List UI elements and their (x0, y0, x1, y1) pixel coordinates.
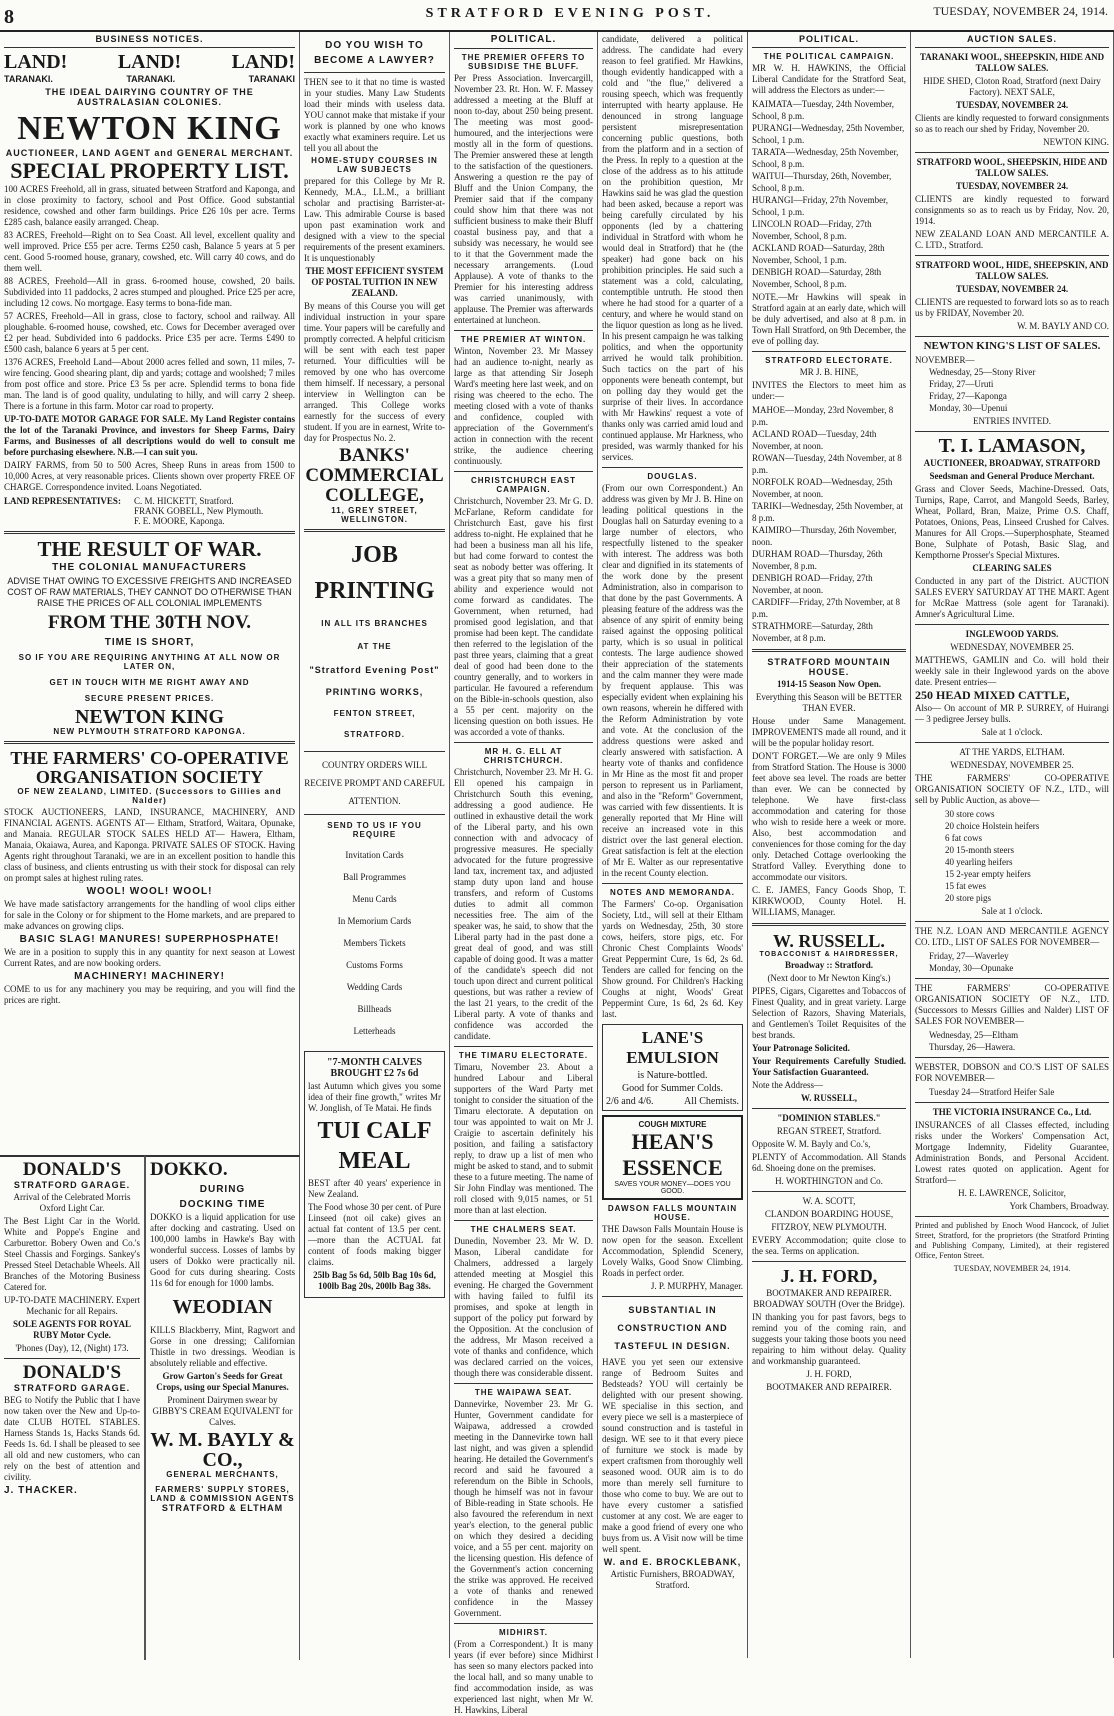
imprint: Printed and published by Enoch Wood Hancock, of Juliet Street, Stratford, for the proprietors (the Stratford Printing and Publishing Company, Limited), at their registered Office, Fenton Street. (915, 1221, 1109, 1260)
print-item: Members Tickets (343, 938, 406, 948)
sale-date: TUESDAY, NOVEMBER 24. (955, 100, 1069, 110)
article-heading: NOTES AND MEMORANDA. (609, 888, 736, 897)
war-date: FROM THE 30TH NOV. (47, 612, 252, 633)
inglewood-body: MATTHEWS, GAMLIN and Co. will hold their weekly sale in their Inglewood yards on the above date. Present entries— (915, 655, 1109, 687)
reps-label: LAND REPRESENTATIVES: (4, 496, 121, 506)
ford-tail: BOOTMAKER AND REPAIRER. (766, 1382, 892, 1392)
farmers-coop-title: THE FARMERS' CO-OPERATIVE ORGANISATION SOCIETY OF N.Z., LTD. (Successors to Messrs Gillies and Nalder) LIST OF SALES FOR NOVEMBER— (915, 983, 1109, 1026)
article-body: (From our own Correspondent.) An address was given by Mr J. B. Hine on leading political questions in the Douglas hall on Saturday evening to a large number of electors, who respectfully listened to the speaker with interest. The address was both clear and dignified in its statements of the work done by the present Administration, also in comparison to that done by the past Governments. A pleasing feature of the address was the absence of any spirit of enmity being raised against the opposing political party, which is so usual in political contests. The large audience showed their appreciation of the statements and the calm manner they were made by frequent applause. This was especially evident when explaining his own reasons, wherein he differed with the Reform Administration by vote and vote. At the conclusion of the address questions were asked and clearly answered with satisfaction. A hearty vote of thanks and confidence in Mr Hine as the most fit and proper person to represent us in Parliament, and also in the "Reform" Government, was carried with few dissentients. It is generally reported that Mr Hine will receive an increased vote in this district over the last general election. Great satisfaction is felt at the election of Mr E. Walter as our representative in the recent County election. (602, 483, 743, 878)
taranaki-word: TARANAKI. (126, 74, 176, 84)
meeting-item: ROWAN—Tuesday, 24th November, at 8 p.m. (752, 453, 902, 475)
mountain-season: 1914-15 Season Now Open. (776, 679, 881, 689)
donalds-signature: J. THACKER. (4, 1485, 78, 1496)
job-at-the: AT THE (357, 642, 392, 651)
article-body: (From a Correspondent.) It is many years (if ever before) since Midhirst has seen so many electors packed into the local hall, and so many unable to find accommodation inside, as was experienced last night, when Mr W. H. Hawkins, Liberal (454, 1639, 593, 1715)
sale-list-item: Tuesday 24—Stratford Heifer Sale (929, 1087, 1055, 1097)
section-header: AUCTION SALES. (915, 32, 1109, 48)
meeting-item: PURANGI—Wednesday, 25th November, School, 1 p.m. (752, 123, 905, 145)
war-line: SECURE PRESENT PRICES. (84, 694, 215, 703)
lanes-sub: is Nature-bottled. (637, 1070, 708, 1081)
seeds-line-2: Prominent Dairymen swear by GIBBY'S CREAM EQUIVALENT for Calves. (152, 1395, 293, 1427)
donalds-notice: BEG to Notify the Public that I have now taken over the New and Up-to-date CLUB HOTEL STABLES. Harness Stands 1s, Hacks Stands 6d. Feeds 1s. 6d. I shall be pleased to see all old and new customers, who can rely on the best of attention and civility. (4, 1395, 140, 1482)
tui-best: BEST after 40 years' experience in New Zealand. (308, 1178, 441, 1199)
donalds-garage: STRATFORD GARAGE. (13, 1180, 131, 1190)
sale-list-item: Wednesday, 25—Eltham (929, 1030, 1019, 1040)
weodian-body: KILLS Blackberry, Mint, Ragwort and Gorse in one dressing; Californian Thistle in two dressings. Weodian is absolutely reliable and effective. (150, 1325, 295, 1368)
dominion-body: PLENTY of Accommodation. All Stands 6d. Shoeing done on the premises. (752, 1152, 906, 1173)
bayly-place: STRATFORD & ELTHAM (161, 1503, 284, 1513)
bayly-supply: FARMERS' SUPPLY STORES, LAND & COMMISSION AGENTS (150, 1485, 295, 1503)
donalds-body: The Best Light Car in the World. White and Poppe's Engine and Carburettor. Bobery Owen and Co.'s Steel Chassis and Forgings. Sankey's Pressed Steel Detachable Wheels. All Branches of the Motoring Business Catered for. (4, 1216, 140, 1292)
tui-prices: 25lb Bag 5s 6d, 50lb Bag 10s 6d, 100lb Bag 20s, 200lb Bag 38s. (313, 1270, 436, 1291)
tagline: THE IDEAL DAIRYING COUNTRY OF THE AUSTRALASIAN COLONIES. (45, 87, 254, 107)
efficient-title: THE MOST EFFICIENT SYSTEM OF POSTAL TUITION IN NEW ZEALAND. (305, 266, 444, 298)
russell-address: Broadway :: Stratford. (784, 960, 874, 970)
manures-body: We are in a position to supply this in any quantity for next season at Lowest Current Rates, and are now booking orders. (4, 947, 295, 968)
hine-name: MR J. B. HINE, (799, 367, 859, 377)
tui-calf-meal-ad (304, 1051, 445, 1298)
lamason-seedsman: Seedsman and General Produce Merchant. (929, 471, 1095, 481)
farmers-coop-list (915, 1029, 1109, 1053)
meeting-item: LINCOLN ROAD—Friday, 27th November, School, 8 p.m. (752, 219, 872, 241)
donalds-title: DONALD'S (22, 1159, 122, 1180)
war-title: THE RESULT OF WAR. (37, 537, 262, 561)
article-heading: THE PREMIER OFFERS TO SUBSIDISE THE BLUFF. (461, 53, 586, 71)
dominion-opposite: Opposite W. M. Bayly and Co.'s, (752, 1139, 871, 1149)
article-body: Dunedin, November 23. Mr W. D. Mason, Liberal candidate for Chalmers, addressed a largely attended meeting at Mosgiel this evening. He charged the Government with having failed to fulfil its promises, and spoke at length in support of the policy put forward by the Opposition. At the conclusion of the address, Mr Mason received a vote of thanks and confidence, which was declared carried on the voices, though there was considerable dissent. (454, 1236, 593, 1378)
print-item: In Memorium Cards (337, 916, 412, 926)
russell-note: Note the Address— (752, 1080, 823, 1090)
hine-meetings (752, 404, 906, 644)
dawson-body: THE Dawson Falls Mountain House is now open for the season. Excellent Accommodation, Splendid Scenery, Lovely Walks, Good Snow Climbing. Roads in perfect order. (602, 1224, 743, 1278)
sale-list-item: Friday, 27—Kaponga (929, 391, 1007, 401)
lawyer-body: THEN see to it that no time is wasted in your studies. Many Law Students load their minds with useless data. YOU cannot make that mistake if your work is planned by one who knows exactly what examiners require. Let us tell you all about the (304, 77, 445, 153)
print-item: Invitation Cards (345, 850, 404, 860)
brocklebank-name: W. and E. BROCKLEBANK, (603, 1557, 742, 1567)
sale-signature: NEW ZEALAND LOAN AND MERCANTILE A. C. LTD., Stratford. (915, 229, 1109, 250)
column-political-news (450, 32, 598, 1715)
brocklebank-body: HAVE you yet seen our extensive range of Bedroom Suites and Bedsteads? YOU will certainly be delighted with our present showing. WE specialise in this section, and every piece we sell is a masterpiece of sound construction and is tasteful in design. WE see to it that every piece of furniture we stock is made by expert craftsmen from thoroughly well seasoned wood. OUR aim is to do more than merely sell furniture to those who come to buy. We are out to have every customer a satisfied customer at any cost. We are eager to make a good friend of every one who buys from us. A Visit now will be time well spent. (602, 1357, 743, 1554)
banks-address: 11, GREY STREET, WELLINGTON. (331, 506, 418, 524)
weodian-title: WEODIAN (172, 1296, 273, 1318)
mountain-signature: C. E. JAMES, Fancy Goods Shop, T. KIRKWOOD, County Hotel. H. WILLIAMS, Manager. (752, 885, 906, 917)
lanes-emulsion-ad (602, 1024, 743, 1111)
farmers-subtitle: OF NEW ZEALAND, LIMITED. (Successors to Gillies and Nalder) (17, 787, 282, 805)
sale-list-item: Monday, 30—Upenui (929, 403, 1008, 413)
courses-body: prepared for this College by Mr R. Kennedy, M.A., LL.M., a brilliant scholar and practising Barrister-at-Law. This admirable Course is based upon past examination work and designed with a view to the special requirements of the present examiners. It is unquestionably (304, 176, 445, 263)
property-list-title: SPECIAL PROPERTY LIST. (10, 158, 289, 183)
war-line: GET IN TOUCH WITH ME RIGHT AWAY AND (49, 678, 250, 687)
meeting-item: DENBIGH ROAD—Saturday, 28th November, School, 8 p.m. (752, 267, 882, 289)
donalds-agents: SOLE AGENTS FOR ROYAL RUBY Motor Cycle. (13, 1319, 131, 1340)
meeting-item: CARDIFF—Friday, 27th November, at 8 p.m. (752, 597, 901, 619)
sale-title: TARANAKI WOOL, SHEEPSKIN, HIDE AND TALLOW SALES. (919, 52, 1105, 73)
land-word: LAND! (4, 51, 68, 73)
print-item: Customs Forms (346, 960, 403, 970)
meeting-item: ACKLAND ROAD—Saturday, 28th November, School, 1 p.m. (752, 243, 885, 265)
lanes-chemists: All Chemists. (683, 1096, 739, 1107)
sale-signature: NEWTON KING. (1043, 137, 1109, 147)
russell-title: W. RUSSELL. (773, 931, 885, 951)
russell-next-door: (Next door to Mr Newton King's.) (767, 973, 891, 983)
hawkins-meetings (752, 98, 906, 290)
article-heading: THE PREMIER AT WINTON. (460, 335, 587, 344)
meeting-item: STRATHMORE—Saturday, 28th November, at 8 p.m. (752, 621, 873, 643)
eltham-body: THE FARMERS' CO-OPERATIVE ORGANISATION SOCIETY OF N.Z., LTD., will sell by Public Auction, as above— (915, 773, 1109, 805)
lanes-sub-2: Good for Summer Colds. (621, 1083, 724, 1094)
russell-patronage: Your Patronage Solicited. (752, 1043, 850, 1053)
wool-body: We have made satisfactory arrangements for the handling of wool clips either for sale in the Colony or for shipment to the Home markets, and are prepared to make advances on growing clips. (4, 899, 295, 931)
print-item: Menu Cards (352, 894, 397, 904)
sale-title: STRATFORD WOOL, HIDE, SHEEPSKIN, AND TALLOW SALES. (915, 260, 1109, 281)
section-header: POLITICAL. (454, 32, 593, 49)
sale-signature: W. M. BAYLY AND CO. (1017, 321, 1109, 331)
inglewood-date: WEDNESDAY, NOVEMBER 25. (950, 642, 1074, 652)
tui-headline: "7-MONTH CALVES BROUGHT £2 7s 6d (327, 1057, 422, 1079)
sale-list-item: NOVEMBER— (915, 355, 975, 365)
clandon-body: EVERY Accommodation; quite close to the sea. Terms on application. (752, 1235, 906, 1256)
tui-title: TUI CALF MEAL (317, 1118, 432, 1174)
ford-title: J. H. FORD, (780, 1266, 878, 1286)
sale-list-item: 40 yearling heifers (945, 857, 1013, 867)
dokko-body: DOKKO is a liquid application for use after docking and castrating. Used on 100,000 lambs in Hawke's Bay with wonderful success. Losses of lambs by users of Dokko were practically nil. Good for cuts during shearing. Costs 11s 6d for enough for 1000 lambs. (150, 1212, 295, 1288)
meeting-item: DURHAM ROAD—Thursday, 26th November, 8 p.m. (752, 549, 883, 571)
nk-sales-list (915, 354, 1109, 414)
entries-invited: ENTRIES INVITED. (973, 416, 1051, 426)
land-representatives (4, 496, 295, 526)
rep-name: FRANK GOBELL, New Plymouth. (134, 506, 264, 516)
clearing-title: CLEARING SALES (972, 563, 1052, 573)
sale-date: TUESDAY, NOVEMBER 24. (955, 284, 1069, 294)
sale-list-item: 20 choice Holstein heifers (945, 821, 1040, 831)
dawson-title: DAWSON FALLS MOUNTAIN HOUSE. (607, 1204, 738, 1222)
article-body: The Farmers' Co-op. Organisation Society, Ltd., will sell at their Eltham yards on Wednesday, 25th, 30 store cows, heifers, store pigs, etc. For Chronic Chest Complaints Woods' Great Peppermint Cure, 1s 6d, 2s 6d. Tenders are called for fencing on the Show ground. For Children's Hacking Coughs at night, Woods' Great Peppermint Cure, 1s 6d, 2s 6d. Key last. (602, 899, 743, 1019)
print-item: Wedding Cards (346, 982, 403, 992)
clearing-body: Conducted in any part of the District. AUCTION SALES EVERY SATURDAY AT THE MART. Agent for McRae Mattress (sole agent for Taranaki). Amner's Agricultural Lime. (915, 576, 1109, 619)
ford-signature: J. H. FORD, (806, 1369, 852, 1379)
taranaki-word: TARANAKI. (4, 74, 53, 84)
article-heading: DOUGLAS. (647, 472, 698, 481)
meeting-item: DENBIGH ROAD—Friday, 27th November, at noon. (752, 573, 873, 595)
heans-title: HEAN'S ESSENCE (622, 1129, 723, 1180)
property-item: 57 ACRES, Freehold—All in grass, close to factory, school and railway. All ploughable. 6-roomed house, cowshed, etc. Cows for December averaged over £2 per head. Subdivided into 6 paddocks. Price £35 per acre. Terms £490 to £500 cash, balance 6 years at 5 per cent. (4, 311, 295, 354)
article-heading: THE WAIPAWA SEAT. (474, 1388, 573, 1397)
meeting-item: KAIMIRO—Thursday, 26th November, noon. (752, 525, 897, 547)
motor-garage-notice: UP-TO-DATE MOTOR GARAGE FOR SALE. My Land Register contains the lot of the Taranaki Province, and investors for Sheep Farms, Dairy Farms, and Businesses of all descriptions would do well to consult me before purchasing elsewhere. N.B.—I can suit you. (4, 414, 295, 457)
wool-row: WOOL! WOOL! WOOL! (86, 886, 213, 897)
victoria-signature: H. E. LAWRENCE, Solicitor, (958, 1188, 1066, 1198)
donalds-machinery: UP-TO-DATE MACHINERY. Expert Mechanic for all Repairs. (4, 1295, 140, 1316)
heans-tag: COUGH MIXTURE (638, 1120, 707, 1129)
russell-signature: W. RUSSELL, (801, 1093, 857, 1103)
article-body: Timaru, November 23. About a hundred Labour and Liberal supporters of the Ward Party met tonight to consider the situation of the Timaru electorate. A deputation on tour was appointed to wait on Mr J. Craigie to ascertain definitely his position, and failing a satisfactory reply, to draw up a list of men who might be asked to stand, and to submit these to a future meeting. The name of Sir John Findlay was mentioned. The roll closed with 9,015 names, or 51 more than at last election. (454, 1062, 593, 1215)
courses-title: HOME-STUDY COURSES IN LAW SUBJECTS (311, 156, 438, 174)
article-heading: MIDHIRST. (499, 1628, 548, 1637)
column-auction-sales (911, 32, 1114, 1658)
meeting-item: NORFOLK ROAD—Wednesday, 25th November, at noon. (752, 477, 893, 499)
article-body: Christchurch, November 23. Mr H. G. Ell opened his campaign in Christchurch South this evening, addressing a good audience. He outlined in exhaustive detail the work of the Liberal party, and his own connection with and advocacy of progressive measures. He specially advocated for the future progressive land tax, increment tax, and adjusted stamp duty upon land and house transfers, and reform of Customs duties to admit all common necessities free. The aim of the speaker was, he said, to show that the Liberal party had in the past done a great deal of good, and was still capable of doing good. It was a matter of the candidate's speech did not touch upon direct and current political questions, but was rather a review of the last 21 years, to the credit of the Liberal party. A vote of thanks and confidence was accorded the candidate. (454, 767, 593, 1041)
mountain-house-title: STRATFORD MOUNTAIN HOUSE. (767, 657, 891, 677)
article-body: Christchurch, November 23. Mr G. D. McFarlane, Reform candidate for Christchurch East, gave his first address to-night. He explained that he had been a business man all his life, but had come forward to contest the seat as nobody better was offering. It was a great pity that so many men of ability and experience would not come forward as candidates. The Government, when returned, had promised good legislation, and that promise had been kept. The candidate then referred to the legislation of the past three years, claiming that a great deal of good had been done to the country generally, and to workers in particular. He favoured a referendum on the Bible-in-schools question, also a 55 per cent. majority on the licensing question on both issues. He was accorded a vote of thanks. (454, 496, 593, 737)
property-item: 1376 ACRES, Freehold Land—About 2000 acres felled and sown, 11 miles, 7-wire fencing. Good shearing plant, dip and yards; cottage and woolshed; 7 miles from post office and store. Price £3 5s per acre. Splendid terms to bona fide man. The land is of good quality, undulating to hilly, and will carry 2 sheep. There is a fortune in this farm. Motor car road to property. (4, 357, 295, 411)
heans-slogan: SAVES YOUR MONEY—DOES YOU GOOD. (614, 1181, 731, 1195)
newton-king-title: NEWTON KING (17, 110, 282, 147)
land-word: LAND! (231, 51, 295, 73)
print-items (304, 849, 445, 1037)
job-works: PRINTING WORKS, (325, 687, 424, 697)
victoria-body: INSURANCES of all Classes effected, including risks under the Workers' Compensation Act, Mortgage Indemnity, Fidelity Guarantee, Administration Bonds, and Personal Accident. Lowest rates quoted on application. Agent for Stratford— (915, 1120, 1109, 1185)
job-town: STRATFORD. (344, 730, 405, 739)
mountain-season-body: Everything this Season will be BETTER THAN EVER. (755, 692, 903, 713)
newton-king-role: AUCTIONEER, LAND AGENT and GENERAL MERCHANT. (5, 148, 294, 158)
column-news-ads (598, 32, 748, 1658)
sale-title: STRATFORD WOOL, SHEEPSKIN, HIDE AND TALLOW SALES. (916, 157, 1108, 178)
issue-date: TUESDAY, NOVEMBER 24, 1914. (933, 4, 1108, 18)
electorate-title: STRATFORD ELECTORATE. (765, 356, 893, 365)
meeting-item: KAIMATA—Tuesday, 24th November, School, 8 p.m. (752, 99, 894, 121)
sale-list-item: Thursday, 26—Hawera. (929, 1042, 1016, 1052)
lanes-title: LANE'S EMULSION (626, 1028, 719, 1067)
farmers-body: STOCK AUCTIONEERS, LAND, INSURANCE, MACHINERY, AND FINANCIAL AGENTS. AGENTS AT— Eltham, Stratford, Waitara, Opunake, and Manaia. REGULAR STOCK SALES HELD AT— Hawera, Eltham, Manaia, Okaiawa, Aurea, and Kaponga. PRIVATE SALES OF STOCK. Having Agents right throughout Taranaki, we are in an excellent position to handle this class of business, and clients entrusting us with their stock for disposal can rely on prompt sales at highest ruling rates. (4, 807, 295, 883)
sale-list-item: 30 store cows (945, 809, 995, 819)
meeting-item: WAITUI—Thursday, 26th, November, School, 8 p.m. (752, 171, 892, 193)
article-heading: MR H. G. ELL AT CHRISTCHURCH. (483, 747, 564, 765)
job-country-orders: COUNTRY ORDERS WILL RECEIVE PROMPT AND CAREFUL ATTENTION. (304, 760, 445, 806)
meeting-item: TARIKI—Wednesday, 25th November, at 8 p.m. (752, 501, 903, 523)
webster-list (915, 1086, 1109, 1098)
banks-college: BANKS' COMMERCIAL COLLEGE, (305, 445, 444, 506)
manures-row: BASIC SLAG! MANURES! SUPERPHOSPHATE! (19, 934, 280, 945)
taranaki-row (4, 74, 295, 84)
nzl-list (915, 950, 1109, 974)
dokko-title: DOKKO. (150, 1159, 228, 1180)
job-branches: IN ALL ITS BRANCHES (321, 619, 428, 628)
seeds-line: Grow Garton's Seeds for Great Crops, using our Special Manures. (156, 1371, 289, 1392)
job-street: FENTON STREET, (333, 709, 416, 718)
dawson-sign: J. P. MURPHY, Manager. (650, 1281, 743, 1291)
property-item: 88 ACRES, Freehold—All in grass. 6-roomed house, cowshed, 20 bails. Subdivided into 11 paddocks, 2 acres stumped and ploughed. Price £25 per acre, including 12 cows. No mortgage. Easy terms to bona-fide man. (4, 276, 295, 308)
dominion-address: REGAN STREET, Stratford. (776, 1126, 882, 1136)
sale-body: HIDE SHED, Cloton Road, Stratford (next Dairy Factory). NEXT SALE, (923, 76, 1101, 97)
mountain-management: House under Same Management. IMPROVEMENTS made all round, and it will be the popular holiday resort. (752, 716, 906, 748)
article-body: candidate, delivered a political address. The candidate had every reason to feel gratified. Mr Hawkins, though evidently handicapped with a cold and "the flue," delivered a rousing speech, which was frequently interrupted with hearty applause. He denounced in strong language persistent misrepresentation concerning public questions, both from the platform and in a section of the Press. In reply to a question at the close of the address as to his attitude on the prohibition question, Mr Hawkins said he was glad the question had been asked, because a report was being carefully circulated by his opponents (led by a chattering individual in Stratford with whom he would deal in Stratford) that he (the speaker) had gone back on his prohibition principles. He said such a statement was a cold, calculating, contemptible untruth. He stood then where he had stood for a quarter of a century, and where he would stand on the liquor question as long as he lived. In his present campaign he was talking politics, and when the opportunity arrived he would talk prohibition. Such tactics on the part of his opponents were beneath contempt, but on polling day they would get the surprise of their lives. In accordance with Mr Hawkins' request a vote of thanks only was carried amid loud and continued applause. Mr Harkness, who presided, was warmly thanked for his services. (602, 34, 743, 462)
efficient-body: By means of this Course you will get individual instruction in your spare time. Your papers will be carefully and promptly corrected. A helpful criticism will be sent with each test paper returned. Your difficulties will be removed by one who has overcome them himself. If necessary, a personal interview in Wellington can be arranged. This College works earnestly for the success of every student. If you are in earnest, Write to-day for Prospectus No. 2. (304, 301, 445, 443)
print-item: Letterheads (353, 1026, 396, 1036)
hine-intro: INVITES the Electors to meet him as under:— (752, 380, 906, 401)
victoria-title: THE VICTORIA INSURANCE Co., Ltd. (932, 1107, 1092, 1117)
lamason-subtitle: AUCTIONEER, BROADWAY, STRATFORD (923, 458, 1101, 468)
dokko-docking: DOCKING TIME (179, 1199, 266, 1210)
sale-body: CLIENTS are kindly requested to forward consignments so as to reach us by Friday, Nov. 20, 1914. (915, 194, 1109, 226)
sale-list-item: 15 2-year empty heifers (945, 869, 1031, 879)
lamason-title: T. I. LAMASON, (938, 435, 1086, 457)
russell-requirements: Your Requirements Carefully Studied. Your Satisfaction Guaranteed. (752, 1056, 906, 1077)
machinery-body: COME to us for any machinery you may be requiring, and you will find the prices are right. (4, 984, 295, 1005)
sale-list-item: Friday, 27—Waverley (929, 951, 1009, 961)
tui-body: The Food whose 30 per cent. of Pure Linseed (not oil cake) gives an actual fat content of 13.5 per cent. —more than the ACTUAL fat content of foods making bigger claims. (308, 1202, 441, 1267)
eltham-date: WEDNESDAY, NOVEMBER 25. (950, 760, 1074, 770)
job-works-name: "Stratford Evening Post" (309, 665, 440, 675)
war-short: TIME IS SHORT, (104, 637, 195, 648)
newspaper-title: STRATFORD EVENING POST. (425, 6, 715, 21)
article-body: Winton, November 23. Mr Massey had an audience to-night, nearly as large as that attending Sir Joseph Ward's meeting here last week, and on rising was cheered to the echo. The meeting closed with a vote of thanks and confidence, coupled with appreciation of the Government's action in connection with the recent strike, the audience cheering continuously. (454, 346, 593, 466)
article-heading: THE TIMARU ELECTORATE. (458, 1051, 589, 1060)
machinery-row: MACHINERY! MACHINERY! (74, 971, 225, 982)
war-line: SO IF YOU ARE REQUIRING ANYTHING AT ALL NOW OR LATER ON, (18, 653, 281, 671)
property-item: 100 ACRES Freehold, all in grass, situated between Stratford and Kaponga, and in close proximity to factory, school and Post Office. Good substantial residence, cowshed and other farm buildings. Price £26 10s per acre. Terms £285 cash, balance easily arranged. Cheap. (4, 184, 295, 227)
farmers-title: THE FARMERS' CO-OPERATIVE ORGANISATION SOCIETY (10, 748, 289, 787)
clandon-address: FITZROY, NEW PLYMOUTH. (771, 1222, 887, 1232)
lawyer-title: DO YOU WISH TO BECOME A LAWYER? (314, 40, 435, 66)
newton-king-2: NEWTON KING (74, 706, 225, 728)
nzl-title: THE N.Z. LOAN AND MERCANTILE AGENCY CO. LTD., LIST OF SALES FOR NOVEMBER— (915, 926, 1109, 947)
article-body: Dannevirke, November 23. Mr G. Hunter, Government candidate for Waipawa, addressed a crowded meeting in the Dannevirke town hall last night, and was given a splendid hearing. He detailed the Government's record and said he favoured a referendum on the Bible in Schools, though he himself was not in favour of Bible-reading in State schools. He also favoured the referendum in next year's election, to the general public on which they desired a deciding voice, and a 55 per cent. majority on the licensing question. His defence of the Government's action concerning the strike was approved. He received a vote of thanks and renewed confidence in the Massey Government. (454, 1399, 593, 1618)
sale-body: Clients are kindly requested to forward consignments so as to reach our shed by Friday, November 20. (915, 113, 1109, 134)
meeting-item: TARATA—Wednesday, 25th November, School, 8 p.m. (752, 147, 899, 169)
donalds-garage-ad (0, 1155, 145, 1660)
russell-body: PIPES, Cigars, Cigarettes and Tobaccos of Finest Quality, and in great variety. Large Selection of Razors, Shaving Materials, and Gentlemen's Toilet Requisites of the best brands. (752, 986, 906, 1040)
meeting-item: MAHOE—Monday, 23rd November, 8 p.m. (752, 405, 894, 427)
clandon-title: CLANDON BOARDING HOUSE, (764, 1209, 894, 1219)
nk-sales-title: NEWTON KING'S LIST OF SALES. (923, 340, 1101, 352)
property-item: 83 ACRES, Freehold—Right on to Sea Coast. All level, excellent quality and well improved. Price £55 per acre. Terms £250 cash, Balance 5 years at 5 per cent. Good 5-roomed house, granary, cowshed, etc. Will carry 40 cows, and do them well. (4, 230, 295, 273)
bayly-subtitle: GENERAL MERCHANTS, (166, 1470, 279, 1479)
sale-list-item: Wednesday, 25—Stony River (929, 367, 1036, 377)
article-body: Per Press Association. Invercargill, November 23. Rt. Hon. W. F. Massey addressed a meeting at the Bluff at noon to-day, about 250 being present. The meeting was most good-humoured, and the interjections were mostly all in the form of questions. The Premier answered these at length to the satisfaction of the questioners. Answering a question re the pay of Bluff and the Union Company, the Premier said that if the company could show him that there was not sufficient business to make their Bluff coastal business pay, and that a subsidy was necessary, he would see to it that the Government made the necessary arrangements. (Loud Applause). A vote of thanks to the Premier for his interesting address was carried unanimously, with applause. The Premier was afterwards entertained at luncheon. (454, 73, 593, 325)
eltham-title: AT THE YARDS, ELTHAM. (959, 747, 1065, 757)
sale-list-item: 20 store pigs (945, 893, 991, 903)
job-send: SEND TO US IF YOU REQUIRE (327, 821, 422, 839)
inglewood-title: INGLEWOOD YARDS. (965, 629, 1059, 639)
section-header: BUSINESS NOTICES. (4, 32, 295, 48)
webster-title: WEBSTER, DOBSON and CO.'S LIST OF SALES FOR NOVEMBER— (915, 1062, 1109, 1083)
lamason-body: Grass and Clover Seeds, Machine-Dressed. Oats, Turnips, Rape, Carrot, and Mangold Seeds, Barley, Wheat, Pollard, Bran, Maize, Prime O.S. Chaff, Potatoes, Onions, Peas, Linseed Crushed for Calves. Manures for All Crops.—Superphosphate, Steamed Bone, Sulphate of Potash, Basic Slag, and Kempthorne Prosser's Special Mixtures. (915, 484, 1109, 560)
taranaki-word: TARANAKI (248, 74, 295, 84)
donalds-title-2: DONALD'S (22, 1362, 122, 1383)
sale-list-item: Monday, 30—Opunake (929, 963, 1014, 973)
inglewood-sale-time: Sale at 1 o'clock. (981, 727, 1043, 737)
sale-list-item: Friday, 27—Uruti (929, 379, 994, 389)
russell-subtitle: TOBACCONIST & HAIRDRESSER, (759, 951, 899, 958)
hawkins-note: NOTE.—Mr Hawkins will speak in Stratford again at an early date, which will be duly advertised, and also at 8 p.m. in Town Hall Stratford, on 9th December, the eve of polling day. (752, 292, 906, 346)
dominion-title: "DOMINION STABLES." (777, 1113, 881, 1123)
dokko-during: DURING (199, 1184, 246, 1195)
column-printing (300, 32, 450, 1658)
newton-king-towns: NEW PLYMOUTH STRATFORD KAPONGA. (53, 727, 246, 736)
land-banner (4, 51, 295, 74)
heans-essence-ad (602, 1115, 743, 1200)
tui-intro: last Autumn which gives you some idea of their fine growth," writes Mr W. Jonglish, of Te Matai. He finds (308, 1081, 441, 1113)
eltham-list (915, 808, 1109, 904)
mountain-body: DON'T FORGET.—We are only 9 Miles from Stratford Station. The House is 3000 feet above sea level. The roads are better than ever. We can be connected by telephone. We have first-class accommodation and catering for those who wish to reside here a week or more. Also, best accommodation and conveniences for those coming for the day only. Detached Cottage overlooking the Stratford Valley. Everything done to accommodate our visitors. (752, 751, 906, 882)
sale-date: TUESDAY, NOVEMBER 24. (955, 181, 1069, 191)
eltham-sale-time: Sale at 1 o'clock. (981, 906, 1043, 916)
lanes-price: 2/6 and 4/6. (606, 1096, 654, 1107)
hawkins-intro: MR W. H. HAWKINS, the Official Liberal Candidate for the Stratford Seat, will address the Electors as under:— (752, 63, 906, 95)
donalds-garage-2: STRATFORD GARAGE. (13, 1383, 131, 1393)
war-body: ADVISE THAT OWING TO EXCESSIVE FREIGHTS AND INCREASED COST OF RAW MATERIALS, THEY CANNOT DO OTHERWISE THAN RAISE THE PRICES OF ALL COLONIAL IMPLEMENTS (7, 576, 292, 608)
sale-list-item: 15 fat ewes (945, 881, 986, 891)
masthead (0, 0, 1114, 32)
sale-list-item: 20 15-month steers (945, 845, 1014, 855)
print-item: Billheads (357, 1004, 392, 1014)
brocklebank-headline: SUBSTANTIAL IN CONSTRUCTION AND TASTEFUL IN DESIGN. (614, 1305, 731, 1351)
donalds-phones: 'Phones (Day), 12, (Night) 173. (15, 1343, 129, 1353)
section-header: POLITICAL. (752, 32, 906, 48)
job-printing-title: JOB PRINTING (314, 542, 435, 604)
property-list (4, 184, 295, 412)
donalds-arrival: Arrival of the Celebrated Morris Oxford Light Car. (13, 1192, 131, 1213)
scott-name: W. A. SCOTT, (802, 1196, 856, 1206)
land-word: LAND! (117, 51, 182, 73)
war-subtitle: THE COLONIAL MANUFACTURERS (52, 562, 247, 573)
print-item: Ball Programmes (343, 872, 406, 882)
article-heading: CHRISTCHURCH EAST CAMPAIGN. (471, 476, 576, 494)
page-number: 8 (4, 6, 14, 28)
bayly-title: W. M. BAYLY & CO., (150, 1429, 295, 1471)
campaign-title: THE POLITICAL CAMPAIGN. (763, 52, 895, 61)
dominion-signature: H. WORTHINGTON and Co. (775, 1176, 883, 1186)
victoria-address: York Chambers, Broadway. (1009, 1201, 1109, 1211)
column-political-ads (748, 32, 911, 1658)
rep-name: C. M. HICKETT, Stratford. (134, 496, 234, 506)
footer-date: TUESDAY, NOVEMBER 24, 1914. (953, 1264, 1071, 1273)
inglewood-cattle: 250 HEAD MIXED CATTLE, (915, 688, 1070, 702)
rep-name: F. E. MOORE, Kaponga. (134, 516, 225, 526)
article-heading: THE CHALMERS SEAT. (470, 1225, 577, 1234)
dairy-farms-notice: DAIRY FARMS, from 50 to 500 Acres, Sheep Runs in areas from 1500 to 10,000 Acres, at very reasonable prices. Clients shown over property FREE OF CHARGE. Correspondence invited. Loans Negotiated. (4, 460, 295, 492)
sale-body: CLIENTS are requested to forward lots so as to reach us by FRIDAY, November 20. (915, 297, 1109, 318)
brocklebank-address: Artistic Furnishers, BROADWAY, Stratford. (610, 1569, 735, 1590)
ford-subtitle: BOOTMAKER AND REPAIRER. BROADWAY SOUTH (Over the Bridge). (753, 1288, 905, 1309)
meeting-item: HURANGI—Friday, 27th November, School, 1 p.m. (752, 195, 889, 217)
ford-body: IN thanking you for past favors, begs to remind you of the coming rain, and suggests your taking those boots you need repairing to him without delay. Quality and workmanship guaranteed. (752, 1312, 906, 1366)
inglewood-also: Also— On account of MR P. SURREY, of Huirangi— 3 pedigree Jersey bulls. (915, 703, 1109, 724)
dokko-ad (145, 1155, 300, 1660)
meeting-item: ACLAND ROAD—Tuesday, 24th November, at noon. (752, 429, 877, 451)
sale-list-item: 6 fat cows (945, 833, 982, 843)
